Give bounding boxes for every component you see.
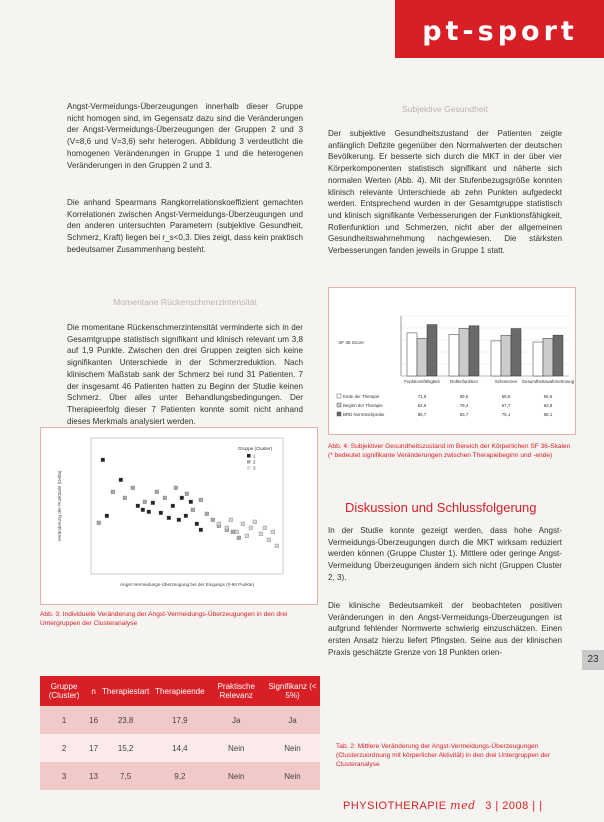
figure3-panel — [40, 427, 318, 605]
table2-cell: 2 — [40, 734, 88, 762]
table-row — [40, 734, 320, 762]
figure4-bar — [543, 338, 553, 376]
figure4-row-label: BRD Normstichprobe — [343, 412, 385, 417]
figure4-data-label: 56,6 — [543, 394, 553, 399]
left-subheading: Momentane Rückenschmerzintensität — [113, 297, 257, 307]
figure3-point — [241, 522, 245, 526]
figure3-caption: Abb. 3: Individuelle Veränderung der Angst-Vermeidungs-Überzeugungen in den drei Untergruppen der Clusteranalyse — [40, 611, 288, 627]
figure3-ylabel: Veränderung der Punktzahl (Delta) — [57, 470, 62, 542]
footer — [343, 799, 543, 812]
figure3-legend-swatch — [247, 454, 251, 458]
figure3-point — [211, 518, 215, 522]
figure3-point — [235, 530, 239, 534]
table2-cell: 1 — [40, 706, 88, 734]
left-paragraph-1: Angst-Vermeidungs-Überzeugungen innerhalb dieser Gruppe nicht homogen sind, im Gegensatz dazu sind die Veränderungen der Angst-Vermeidungs-Überzeugungen der Gruppen 2 und 3 (V=8,6 und V=3,6) sehr heterogen. Abbildung 3 verdeutlicht die homogenen Veränderungen in Gruppe 1 und die heterogenen Veränderungen in den Gruppen 2 und 3. — [67, 102, 303, 170]
table-row — [40, 706, 320, 734]
figure3-point — [263, 526, 267, 530]
figure4-caption: Abb. 4: Subjektiver Gesundheitszustand im Bereich der Körperlichen SF 36-Skalen (* bedeutet signifikante Veränderungen zwischen Therapiebeginn und -ende) — [328, 443, 571, 459]
figure3-point — [189, 500, 193, 504]
figure3-point — [180, 496, 184, 500]
table2-cell: Ja — [265, 706, 320, 734]
figure3-point — [174, 486, 178, 490]
figure4-ylabel: SF 36 Score — [338, 340, 364, 345]
table2-header: Gruppe (Cluster) — [40, 676, 88, 706]
figure3-point — [101, 458, 105, 462]
figure3-point — [167, 516, 171, 520]
figure3-legend-label: 3 — [253, 465, 256, 471]
table2-header: n — [88, 676, 99, 706]
figure3-point — [185, 492, 189, 496]
figure3-legend-swatch — [247, 466, 251, 470]
right-subheading: Subjektive Gesundheit — [402, 104, 488, 114]
figure4-bar — [533, 342, 543, 376]
figure4-data-label: 62,8 — [543, 403, 553, 408]
table2-cell: 3 — [40, 762, 88, 790]
figure3-point — [155, 490, 159, 494]
footer-journal: PHYSIOTHERAPIE — [343, 800, 447, 812]
figure3-point — [229, 518, 233, 522]
figure4-category-label: Funktionsfähigkeit — [404, 379, 440, 384]
table2 — [40, 676, 320, 790]
figure3-point — [163, 496, 167, 500]
table2-cell: 16 — [88, 706, 99, 734]
figure3-point — [159, 511, 163, 515]
table2-cell: 17 — [88, 734, 99, 762]
figure4-bar — [417, 338, 427, 376]
figure4-bar — [407, 333, 417, 376]
figure4-bar — [553, 335, 563, 376]
figure3-point — [237, 536, 241, 540]
figure3-legend-label: 1 — [253, 453, 256, 459]
figure3-point — [205, 512, 209, 516]
figure3-point — [105, 514, 109, 518]
figure3-point — [97, 521, 101, 525]
table2-cell: 15,2 — [99, 734, 152, 762]
table2-cell: Nein — [265, 734, 320, 762]
figure3-point — [184, 514, 188, 518]
figure3-point — [147, 510, 151, 514]
figure3-point — [195, 522, 199, 526]
figure3-point — [225, 526, 229, 530]
figure4-data-label: 83,7 — [459, 412, 469, 417]
discussion-heading: Diskussion und Schlussfolgerung — [345, 500, 537, 515]
figure3-point — [177, 518, 181, 522]
figure4-row-label: Ende der Therapie — [343, 394, 380, 399]
figure3-point — [267, 538, 271, 542]
figure3-scatter — [41, 428, 317, 604]
figure3-point — [253, 520, 257, 524]
figure4-panel — [328, 287, 576, 435]
table2-cell: 23,8 — [99, 706, 152, 734]
table-row — [40, 762, 320, 790]
figure3-point — [275, 544, 279, 548]
right-paragraph-1: Der subjektive Gesundheitszustand der Patienten zeigte anfänglich Defizite gegenüber den Normalwerten der deutschen Bevölkerung. Er besserte sich durch die MKT in der über vier Körperkomponenten statistisch signifikant und näherte sich normalen Werten (Abb. 4). Mit der Stufenbezugsgröße konnten klinisch relevante Unterschiede ab zehn Punkten aufgedeckt werden. Entsprechend wurden in der Gesamtgruppe statistisch und klinisch signifikante Verbesserungen der Funktionsfähigkeit, Rollenfunktion und Schmerzen, nicht aber der allgemeinen Gesundheitswahrnehmung nachgewiesen. Die stärksten Verbesserungen fanden jeweils in Gruppe 1 statt. — [328, 129, 562, 256]
figure3-point — [245, 534, 249, 538]
figure4-bar — [449, 334, 459, 376]
footer-med: med — [450, 799, 476, 812]
figure3-point — [131, 486, 135, 490]
table2-header: Praktische Relevanz — [208, 676, 265, 706]
table2-cell: 14,4 — [152, 734, 207, 762]
figure4-data-label: 68,1 — [543, 412, 553, 417]
figure4-bar — [501, 335, 511, 376]
figure3-legend-label: 2 — [253, 459, 256, 465]
figure4-category-label: Schmerzen — [494, 379, 518, 384]
table2-cell: 17,9 — [152, 706, 207, 734]
figure4-bar — [459, 328, 469, 376]
figure4-data-label: 62,6 — [417, 403, 427, 408]
left-paragraph-3: Die momentane Rückenschmerzintensität verminderte sich in der Gesamtgruppe statistisch signifikant und klinisch relevant um 3,8 auf 1,9 Punkte. Zwischen den drei Gruppen zeigten sich keine signifikanten Unterschiede in der Schmerzreduktion. Nach klinischem Maßstab sank der Schmerz bei rund 31 Patienten. 7 der insgesamt 46 Patienten hatten zu Beginn der Studie keinen Schmerz. Über alles unter Behandlungsbedingungen. Der Therapieerfolg dieser 7 Patienten konnte somit nicht anhand dieses Merkmals analysiert werden. — [67, 323, 303, 426]
figure3-point — [271, 530, 275, 534]
figure3-legend-title: Gruppe (Cluster) — [237, 446, 273, 451]
table2-cell: Nein — [208, 762, 265, 790]
figure3-point — [136, 504, 140, 508]
figure4-data-label: 79,4 — [459, 403, 469, 408]
figure3-point — [249, 526, 253, 530]
figure4-category-label: Rollenfunktion — [450, 379, 478, 384]
figure3-point — [217, 522, 221, 526]
table2-header: Therapieende — [152, 676, 207, 706]
figure3-point — [199, 498, 203, 502]
figure3-point — [143, 500, 147, 504]
figure3-point — [119, 478, 123, 482]
figure4-data-label: 71,8 — [417, 394, 427, 399]
figure3-point — [151, 501, 155, 505]
table2-caption: Tab. 2: Mittlere Veränderung der Angst-Vermeidungs-Überzeugungen (Clusterzuordnung mit körperlicher Aktivität) in den drei Untergruppen der Clusteranalyse — [336, 743, 551, 768]
table2-cell: Nein — [265, 762, 320, 790]
figure4-bar — [511, 329, 521, 376]
figure4-bar-chart — [329, 288, 575, 434]
footer-issue: 3 | 2008 | | — [485, 800, 543, 812]
figure4-row-label: Beginn der Therapie — [343, 403, 383, 408]
page-number: 23 — [582, 650, 604, 670]
right-paragraph-2: In der Studie konnte gezeigt werden, dass hohe Angst-Vermeidungs-Überzeugungen durch die MKT wirksam reduziert werden können (Gruppe Cluster 1). Mittlere oder geringe Angst-Vermeidung Überzeugungen ändern sich nicht (Gruppen Cluster 2, 3). — [328, 526, 562, 582]
figure4-data-label: 79,1 — [501, 412, 511, 417]
table2-header: Signifikanz (< 5%) — [265, 676, 320, 706]
figure4-bar — [469, 326, 479, 376]
table2-header: Therapiestart — [99, 676, 152, 706]
table2-cell: 13 — [88, 762, 99, 790]
figure4-category-label: Gesundheitswahrnehmung — [521, 379, 575, 384]
figure4-data-label: 67,7 — [501, 403, 511, 408]
figure3-point — [171, 504, 175, 508]
figure3-point — [199, 528, 203, 532]
figure4-legend-swatch — [337, 394, 341, 398]
figure4-bar — [427, 325, 437, 376]
figure3-legend-swatch — [247, 460, 251, 464]
figure3-point — [123, 496, 127, 500]
table2-grid — [40, 676, 320, 790]
figure3-xlabel: Angst-Vermeidungs-Überzeugung bei der Eingangs (0-96 Punkte) — [119, 582, 255, 587]
figure3-point — [111, 490, 115, 494]
figure3-point — [141, 508, 145, 512]
figure3-point — [231, 530, 235, 534]
table2-cell: Nein — [208, 734, 265, 762]
figure3-point — [191, 508, 195, 512]
table2-cell: 9,2 — [152, 762, 207, 790]
brand-title: pt-sport — [422, 16, 578, 47]
figure4-bar — [491, 341, 501, 376]
right-paragraph-3: Die klinische Bedeutsamkeit der beobachteten positiven Veränderungen in den Angst-Vermeidungs-Überzeugungen ist aufgrund fehlender Normwerte schwierig einzuschätzen. Einen ersten Ansatz hierzu liefert Pfingsten. Seine aus der klinischen Praxis geschätzte Grenze von 18 Punkten orien- — [328, 601, 562, 657]
figure4-data-label: 58,5 — [501, 394, 511, 399]
left-paragraph-2: Die anhand Spearmans Rangkorrelationskoeffizient gemachten Korrelationen zwischen Angst-Vermeidungs-Überzeugungen und den anderen untersuchten Parametern (subjektive Gesundheit, Schmerz, Kraft) liegen bei r_s<0,3. Dies zeigt, dass kein praktisch bedeutsamer Zusammenhang besteht. — [67, 198, 303, 254]
figure3-point — [259, 532, 263, 536]
table2-cell: Ja — [208, 706, 265, 734]
figure4-legend-swatch — [337, 403, 341, 407]
figure4-legend-swatch — [337, 412, 341, 416]
figure4-data-label: 85,7 — [417, 412, 427, 417]
table2-cell: 7,5 — [99, 762, 152, 790]
figure4-data-label: 69,5 — [459, 394, 469, 399]
